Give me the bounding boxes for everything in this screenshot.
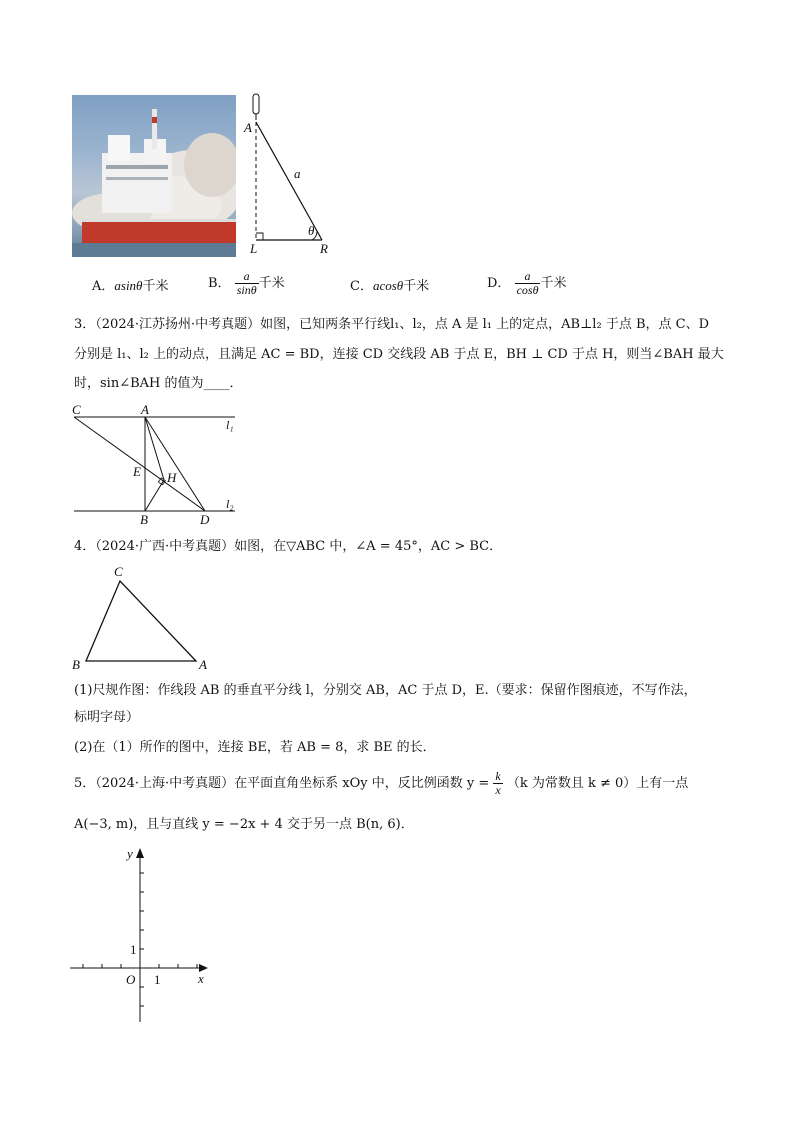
q4-line-1: 4．（2024·广西·中考真题）如图，在▽ABC 中，∠A = 45°，AC > BC．: [74, 539, 503, 554]
rocket-launch-photo: [72, 95, 236, 257]
option-d: D． $\frac{a}{\cos\theta}$ 千米: [487, 269, 567, 298]
label-R: R: [320, 241, 328, 256]
q5-label-origin: O: [126, 972, 136, 987]
ship-rocket-illustration: [72, 95, 236, 257]
q5-label-x-one: 1: [154, 972, 161, 987]
q5-label-x: x: [198, 971, 204, 986]
q3-line-2: 分别是 l₁、l₂ 上的动点，且满足 AC = BD，连接 CD 交线段 AB 于点 E，BH ⊥ CD 于点 H，则当∠BAH 最大: [74, 347, 724, 362]
label-L: L: [250, 241, 258, 256]
q4-label-A: A: [199, 657, 207, 672]
q3-parallel-lines-figure: [70, 402, 245, 527]
q3-line-3: 时，sin∠BAH 的值为____．: [74, 376, 243, 391]
q4-part2: (2)在（1）所作的图中，连接 BE，若 AB = 8，求 BE 的长．: [74, 740, 436, 755]
q4-label-B: B: [72, 657, 80, 672]
q3-line-1: 3．（2024·江苏扬州·中考真题）如图，已知两条平行线l₁、l₂，点 A 是 l₁ 上的定点，AB⊥l₂ 于点 B，点 C、D: [74, 317, 710, 332]
q4-label-C: C: [114, 564, 123, 579]
rocket-triangle-figure: [240, 92, 340, 257]
q3-label-l1: l₁: [226, 418, 234, 432]
q3-label-l2: l₂: [226, 497, 234, 511]
q3-label-C: C: [72, 402, 81, 417]
q3-label-B: B: [140, 512, 148, 527]
label-a: a: [294, 166, 301, 181]
q4-triangle-figure: [68, 563, 218, 673]
q3-label-D: D: [200, 512, 210, 527]
q5-coordinate-axes: [68, 842, 218, 1027]
option-c: C．acosθ千米: [350, 278, 430, 294]
q5-label-y-one: 1: [130, 942, 137, 957]
q4-part1-line-2: 标明字母）: [74, 710, 140, 725]
label-A: A: [244, 120, 252, 135]
label-theta: θ: [308, 223, 315, 238]
q4-part1-line-1: (1)尺规作图：作线段 AB 的垂直平分线 l，分别交 AB，AC 于点 D，E.（要求：保留作图痕迹，不写作法，: [74, 683, 697, 698]
option-a: A．asinθ千米: [92, 278, 169, 294]
q3-label-E: E: [133, 464, 141, 479]
option-b: B． $\frac{a}{\sin\theta}$ 千米: [208, 269, 285, 298]
q5-label-y: y: [127, 846, 133, 861]
q3-label-A: A: [141, 402, 149, 417]
q3-label-H: H: [167, 470, 177, 485]
q5-line-2: A(−3, m)，且与直线 y = −2x + 4 交于另一点 B(n, 6)．: [74, 817, 414, 832]
q5-line-1: 5．（2024·上海·中考真题）在平面直角坐标系 xOy 中，反比例函数 y = $\frac{k}{x}$ （k 为常数且 k ≠ 0）上有一点: [74, 769, 689, 798]
